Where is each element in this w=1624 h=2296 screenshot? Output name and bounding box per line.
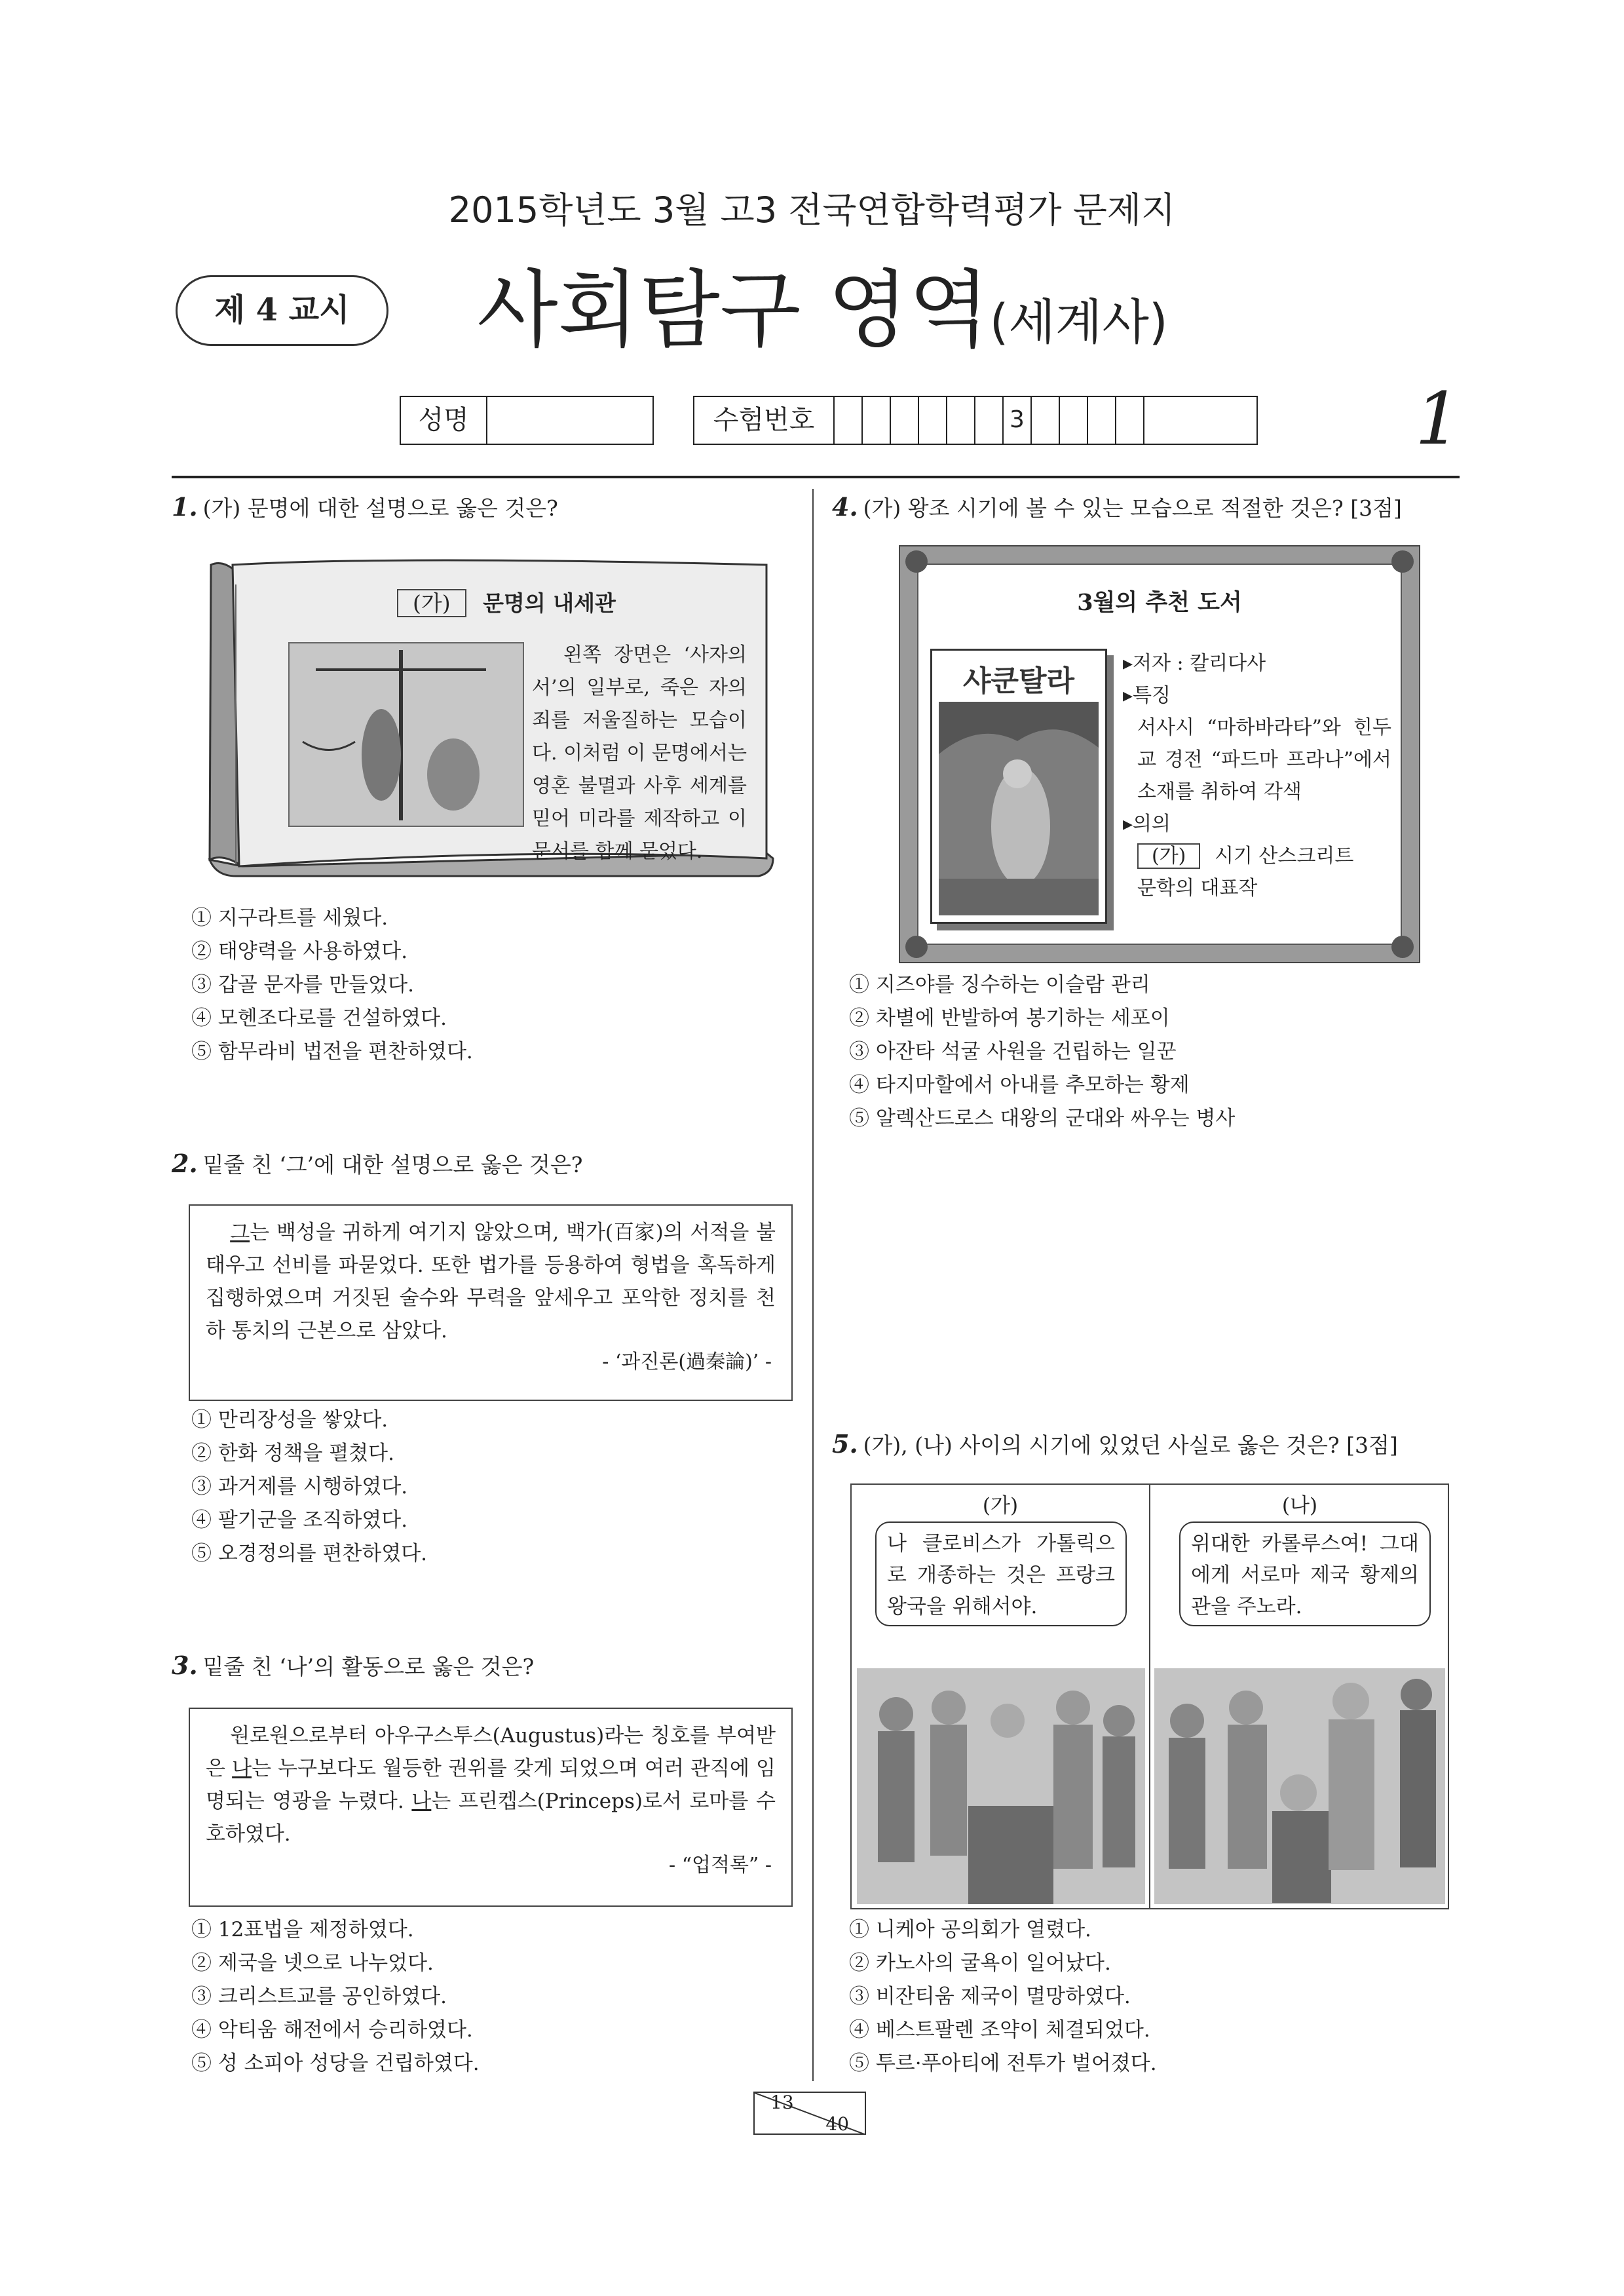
q4-info-meaning-text1: 시기 산스크리트 (1214, 845, 1354, 868)
q4-number: 4. (832, 492, 858, 522)
q4-book-info (1123, 647, 1391, 904)
q1-choice-4[interactable]: ④ 모헨조다로를 건설하였다. (191, 1006, 447, 1030)
q4-info-meaning-line (1123, 840, 1391, 872)
woman-figure-icon (939, 702, 1099, 915)
q2-title (172, 1149, 582, 1179)
q3-choices (191, 1913, 480, 2080)
q4-book-cover-image (939, 702, 1099, 915)
q2-number: 2. (172, 1149, 198, 1178)
exam-digit-3[interactable] (891, 397, 919, 444)
subject-title (477, 242, 1168, 363)
q4-info-meaning-box: (가) (1137, 843, 1200, 869)
name-input[interactable] (487, 397, 652, 444)
q4-choice-3[interactable]: ③ 아잔타 석굴 사원을 건립하는 일꾼 (849, 1040, 1177, 1063)
q2-passage-box (189, 1204, 793, 1401)
q4-choices (849, 968, 1235, 1136)
q5-number: 5. (832, 1429, 858, 1459)
q3-passage-u2: 나 (411, 1789, 432, 1813)
q1-choice-3[interactable]: ③ 갑골 문자를 만들었다. (191, 973, 414, 997)
name-field (400, 396, 654, 445)
baptism-scene-icon (857, 1668, 1145, 1904)
exam-digit-4[interactable] (919, 397, 947, 444)
q5-panel-a-image (857, 1668, 1145, 1904)
q1-choice-2[interactable]: ② 태양력을 사용하였다. (191, 940, 408, 963)
q3-choice-1[interactable]: ① 12표법을 제정하였다. (191, 1918, 414, 1942)
q4-question: (가) 왕조 시기에 볼 수 있는 모습으로 적절한 것은? [3점] (863, 495, 1402, 521)
page-counter-total: 40 (825, 2113, 849, 2135)
q5-panel-b-label: (나) (1281, 1494, 1318, 1518)
exam-digit-10[interactable] (1088, 397, 1116, 444)
q2-source: - ‘과진론(過秦論)’ - (602, 1350, 772, 1373)
exam-digit-2[interactable] (863, 397, 891, 444)
q1-choices (191, 902, 473, 1069)
exam-number-field (693, 396, 1258, 445)
q5-panel-divider (1149, 1485, 1150, 1908)
subject-sub: (세계사) (989, 294, 1168, 351)
q3-source: - “업적록” - (669, 1854, 772, 1877)
exam-digit-6[interactable] (975, 397, 1004, 444)
q5-cartoon (850, 1483, 1449, 1909)
q1-book-title-text: 문명의 내세관 (483, 590, 616, 616)
q4-info-meaning-label: ▸의의 (1123, 813, 1171, 835)
q2-passage-underlined: 그 (230, 1221, 250, 1244)
q4-info-author: ▸저자 : 칼리다사 (1123, 652, 1266, 675)
q5-choice-3[interactable]: ③ 비잔티움 제국이 멸망하였다. (849, 1985, 1131, 2008)
q2-choice-5[interactable]: ⑤ 오경정의를 편찬하였다. (191, 1542, 428, 1565)
q4-book-cover (930, 649, 1107, 924)
q3-choice-5[interactable]: ⑤ 성 소피아 성당을 건립하였다. (191, 2052, 480, 2075)
subject-main: 사회탐구 영역 (477, 261, 990, 359)
q3-choice-2[interactable]: ② 제국을 넷으로 나누었다. (191, 1951, 434, 1975)
q4-choice-2[interactable]: ② 차별에 반발하여 봉기하는 세포이 (849, 1006, 1170, 1030)
q2-passage (206, 1216, 776, 1347)
q3-choice-4[interactable]: ④ 악티움 해전에서 승리하였다. (191, 2018, 473, 2042)
exam-title: 2015학년도 3월 고3 전국연합학력평가 문제지 (448, 189, 1176, 231)
q4-book-cover-title: 샤쿤탈라 (962, 664, 1074, 698)
q5-choice-2[interactable]: ② 카노사의 굴욕이 일어났다. (849, 1951, 1111, 1975)
page-counter-current: 13 (770, 2092, 794, 2113)
q2-question: 밑줄 친 ‘그’에 대한 설명으로 옳은 것은? (202, 1152, 583, 1177)
q3-passage-box (189, 1708, 793, 1907)
q5-panel-b-image (1154, 1668, 1445, 1904)
q3-passage-p2: 는 누구보다도 월등한 권위를 갖게 되었으며 여러 관직에 임명되는 영광을 누렸다. (206, 1757, 776, 1813)
pin-icon (1391, 936, 1414, 958)
q2-choices (191, 1404, 427, 1571)
exam-digit-5[interactable] (947, 397, 975, 444)
q4-choice-4[interactable]: ④ 타지마할에서 아내를 추모하는 황제 (849, 1073, 1190, 1097)
pin-icon (905, 936, 928, 958)
q5-title (832, 1430, 1398, 1460)
exam-number-label: 수험번호 (694, 397, 835, 444)
scale-figure-icon (290, 643, 523, 826)
period-badge (176, 275, 388, 346)
coronation-scene-icon (1154, 1668, 1445, 1904)
q5-panel-b-bubble: 위대한 카롤루스여! 그대에게 서로마 제국 황제의 관을 주노라. (1179, 1521, 1431, 1626)
q5-choice-4[interactable]: ④ 베스트팔렌 조약이 체결되었다. (849, 2018, 1150, 2042)
q4-choice-1[interactable]: ① 지즈야를 징수하는 이슬람 관리 (849, 973, 1150, 997)
q5-question: (가), (나) 사이의 시기에 있었던 사실로 옳은 것은? [3점] (863, 1432, 1398, 1458)
q3-number: 3. (172, 1651, 198, 1680)
q1-book-text: 왼쪽 장면은 ‘사자의 서’의 일부로, 죽은 자의 죄를 저울질하는 모습이다. 이처럼 이 문명에서는 영혼 불멸과 사후 세계를 믿어 미라를 제작하고 이 문서를 함께 묻었다. (532, 643, 747, 863)
q1-book-title-box: (가) (397, 589, 466, 617)
q1-choice-1[interactable]: ① 지구라트를 세웠다. (191, 906, 388, 930)
q4-info-feature-label: ▸특징 (1123, 684, 1171, 707)
q3-passage-p3: 는 프린켑스(Princeps)로서 로마를 수호하였다. (206, 1789, 776, 1846)
q1-number: 1. (172, 492, 198, 522)
name-label: 성명 (401, 397, 487, 444)
q1-choice-5[interactable]: ⑤ 함무라비 법전을 편찬하였다. (191, 1040, 473, 1063)
q3-question: 밑줄 친 ‘나’의 활동으로 옳은 것은? (202, 1654, 535, 1679)
q1-book-title (397, 586, 616, 617)
book-of-dead-image (288, 642, 524, 827)
q2-choice-1[interactable]: ① 만리장성을 쌓았다. (191, 1408, 388, 1432)
q3-title (172, 1651, 534, 1681)
q2-choice-3[interactable]: ③ 과거제를 시행하였다. (191, 1475, 408, 1499)
q1-title (172, 493, 558, 523)
q3-passage-u1: 나 (232, 1757, 252, 1780)
page-counter (753, 2092, 866, 2135)
q1-question: (가) 문명에 대한 설명으로 옳은 것은? (202, 495, 558, 521)
q5-panel-a-label: (가) (982, 1494, 1019, 1518)
q5-choice-1[interactable]: ① 니케아 공의회가 열렸다. (849, 1918, 1091, 1942)
column-divider (812, 489, 814, 2081)
pin-icon (1391, 550, 1414, 573)
exam-digit-1[interactable] (835, 397, 863, 444)
q3-choice-3[interactable]: ③ 크리스트교를 공인하였다. (191, 1985, 447, 2008)
q3-passage-p1: 원로원으로부터 아우구스투스(Augustus)라는 칭호를 부여받은 (206, 1724, 776, 1780)
q4-choice-5[interactable]: ⑤ 알렉산드로스 대왕의 군대와 싸우는 병사 (849, 1107, 1236, 1130)
exam-digit-11[interactable] (1116, 397, 1144, 444)
q5-panel-a-bubble: 나 클로비스가 가톨릭으로 개종하는 것은 프랑크 왕국을 위해서야. (875, 1521, 1127, 1626)
q4-title (832, 493, 1402, 523)
q2-choice-2[interactable]: ② 한화 정책을 펼쳤다. (191, 1442, 394, 1465)
q2-passage-rest: 는 백성을 귀하게 여기지 않았으며, 백가(百家)의 서적을 불태우고 선비를 파묻었다. 또한 법가를 등용하여 형법을 혹독하게 집행하였으며 거짓된 술수와 무력을 앞세우고 포악한 정치를 천하 통치의 근본으로 삼았다. (206, 1221, 776, 1343)
q4-board-title: 3월의 추천 도서 (1077, 589, 1242, 616)
q3-passage (206, 1719, 776, 1850)
exam-digit-9[interactable] (1060, 397, 1088, 444)
q4-info-feature-text: 서사시 “마하바라타”와 힌두교 경전 “파드마 프라나”에서 소재를 취하여 각색 (1137, 716, 1391, 803)
exam-digit-12[interactable] (1144, 397, 1256, 444)
exam-digit-8[interactable] (1032, 397, 1060, 444)
exam-digit-fixed: 3 (1004, 397, 1032, 444)
q4-info-meaning-text2: 문학의 대표작 (1137, 877, 1258, 900)
q5-choice-5[interactable]: ⑤ 투르·푸아티에 전투가 벌어졌다. (849, 2052, 1157, 2075)
page-number: 1 (1415, 377, 1461, 461)
q5-choices (849, 1913, 1157, 2080)
header-divider (172, 476, 1460, 478)
period-label: 제 4 교시 (214, 292, 350, 328)
q2-choice-4[interactable]: ④ 팔기군을 조직하였다. (191, 1508, 408, 1532)
pin-icon (905, 550, 928, 573)
